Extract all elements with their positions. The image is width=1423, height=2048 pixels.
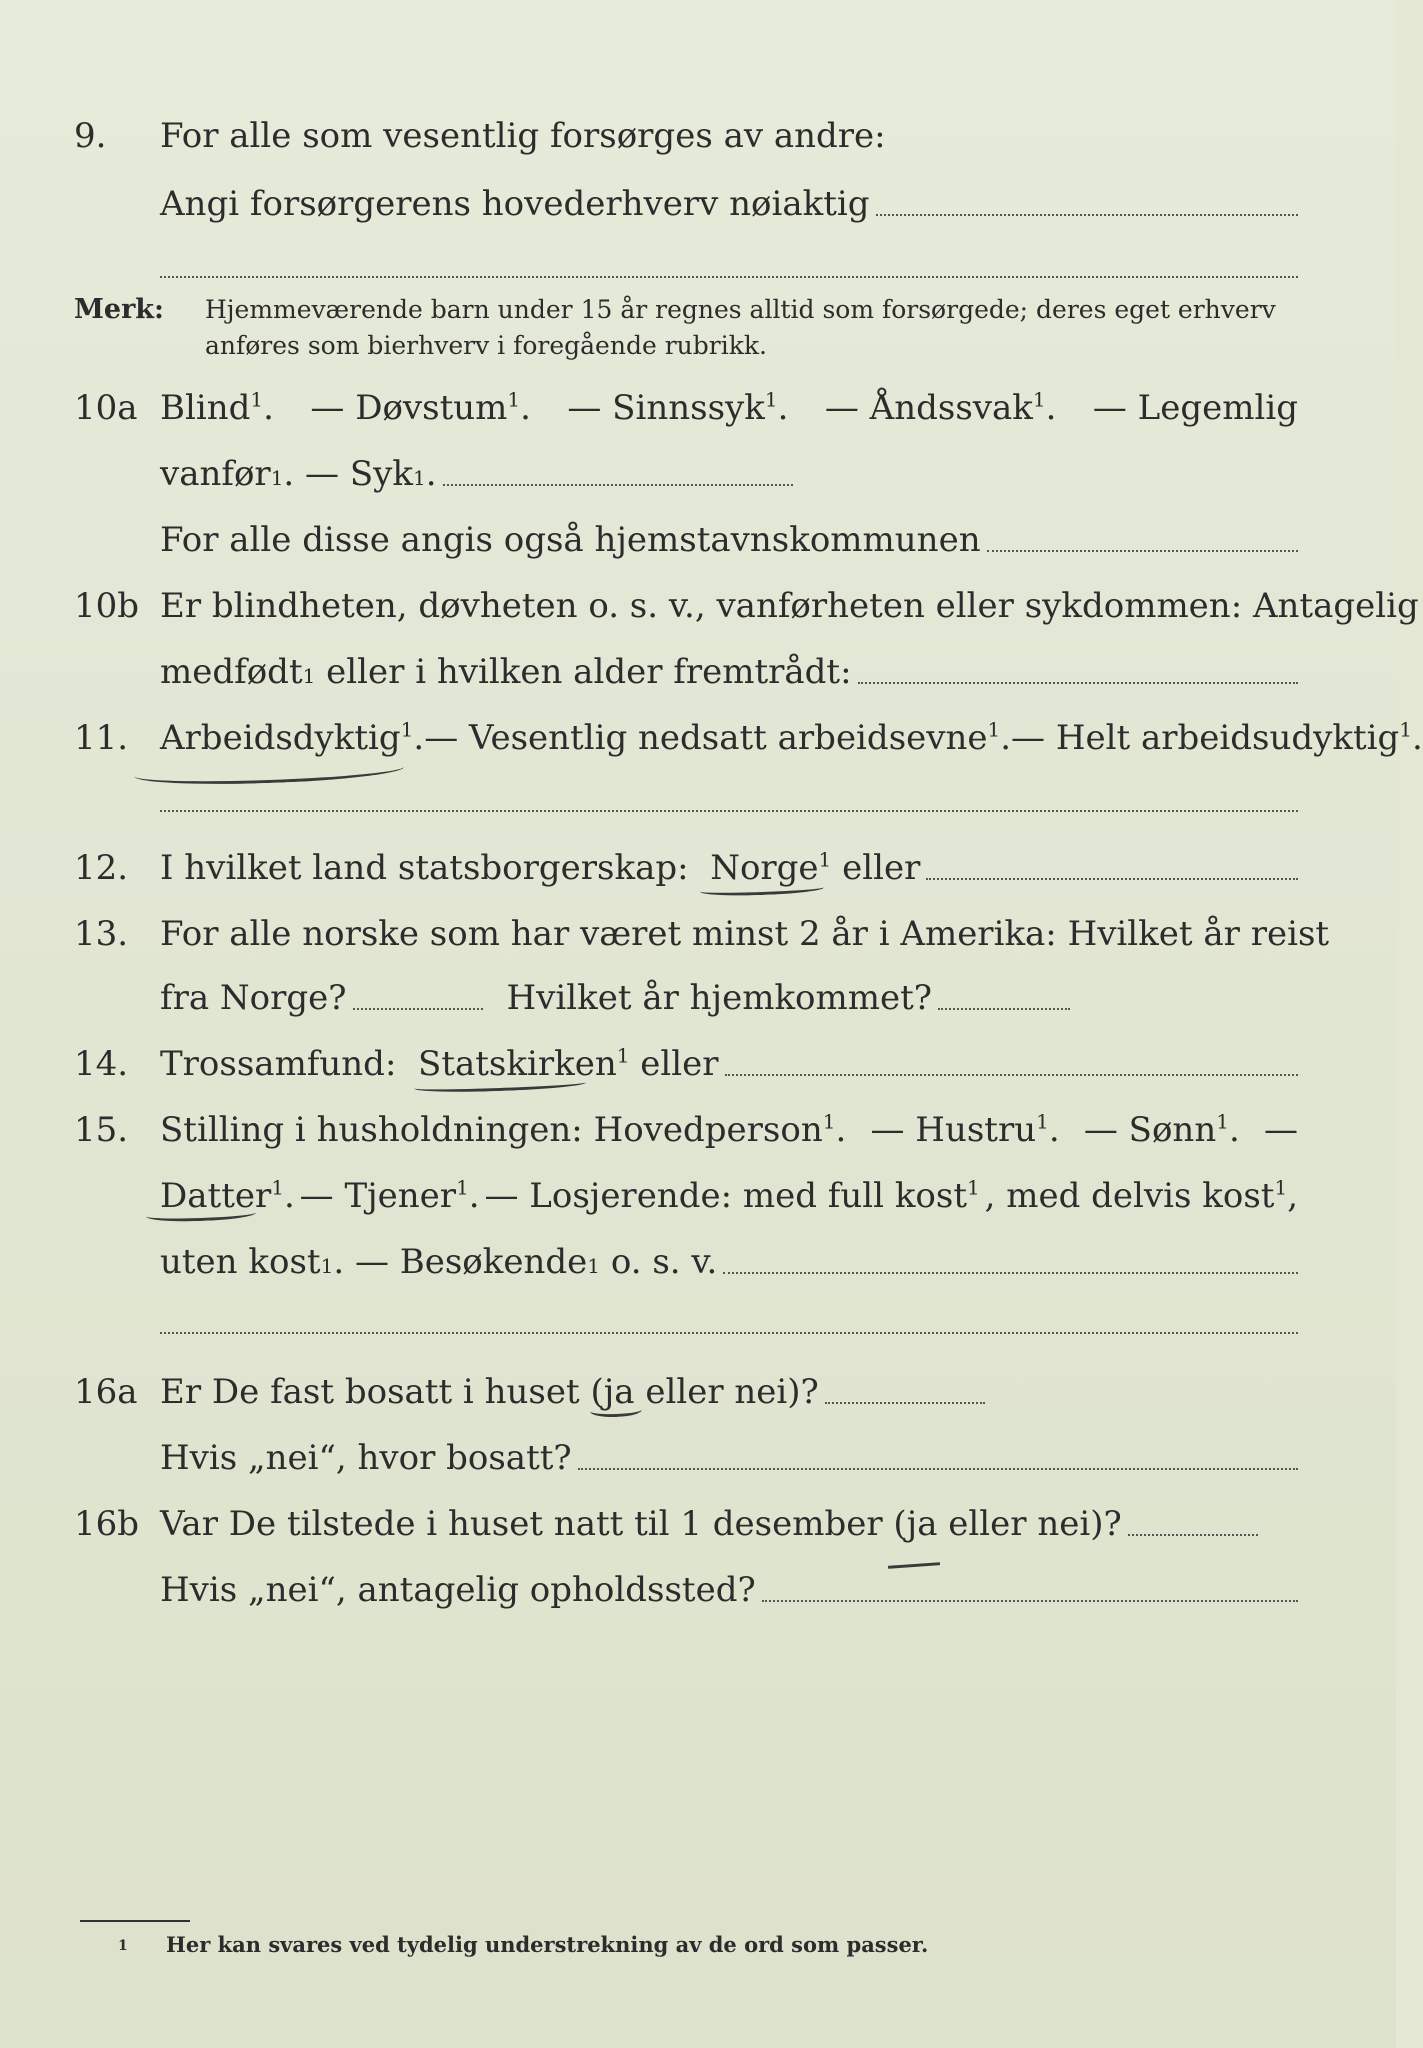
q15-tjener: — Tjener$^1$. (299, 1175, 480, 1216)
q10a-sinnssyk: — Sinnssyk$^1$. (567, 387, 789, 428)
q10b-line2: medfødt 1 eller i hvilken alder fremtrådt: (160, 650, 1298, 694)
q11-number: 11. (74, 718, 129, 758)
q16a-line1: Er De fast bosatt i huset (ja eller nei)? (160, 1370, 1298, 1414)
q10a-hjemstavn-field[interactable] (987, 550, 1298, 552)
q13-number: 13. (74, 914, 129, 954)
q14-answer-field[interactable] (725, 1074, 1298, 1076)
q10a-dovstum: — Døvstum$^1$. (310, 387, 531, 428)
q16b-number: 16b (74, 1504, 140, 1544)
q16b-answer-field[interactable] (1128, 1534, 1258, 1536)
q9-answer-field[interactable] (876, 214, 1298, 216)
q16a-answer-field[interactable] (825, 1402, 985, 1404)
q11-handwritten-underline (134, 755, 405, 787)
footnote-text: Her kan svares ved tydelig understrekning av de ord som passer. (166, 1932, 929, 1957)
q9-line1: For alle som vesentlig forsørges av andre: (160, 116, 886, 156)
q12-norge: Norge$^1$ (710, 847, 832, 888)
q10b-line1: Er blindheten, døvheten o. s. v., vanførheten eller sykdommen: Antagelig (160, 586, 1419, 626)
q9-number: 9. (74, 116, 107, 156)
q15-line3: uten kost 1 . — Besøkende 1 o. s. v. (160, 1240, 1298, 1284)
q12-answer-field[interactable] (926, 878, 1298, 880)
q12-number: 12. (74, 848, 129, 888)
q10a-syk-field[interactable] (443, 484, 793, 486)
q16b-opholdssted-field[interactable] (762, 1600, 1298, 1602)
q10a-blind: Blind$^1$. (160, 387, 274, 428)
q11-line (160, 716, 1423, 760)
q10b-answer-field[interactable] (858, 682, 1298, 684)
q16a-handwritten-mark (590, 1403, 642, 1418)
q15-sonn: — Sønn$^1$. (1083, 1109, 1240, 1150)
q9-line2: Angi forsørgerens hovederhverv nøiaktig (160, 182, 1298, 226)
q10a-andssvak: — Åndssvak$^1$. (824, 387, 1057, 428)
q15-line2 (160, 1174, 1298, 1218)
q9-extra-answer-line[interactable] (160, 276, 1298, 278)
q11-answer-line[interactable] (160, 810, 1298, 812)
q15-extra-answer-line[interactable] (160, 1332, 1298, 1334)
q14-line: Trossamfund: Statskirken$^1$ eller (160, 1042, 1298, 1086)
footnote-rule (80, 1920, 190, 1922)
q10b-number: 10b (74, 586, 140, 626)
q16a-line2: Hvis „nei“, hvor bosatt? (160, 1436, 1298, 1480)
q12-line: I hvilket land statsborgerskap: Norge$^1$ eller (160, 846, 1298, 890)
q10a-line2: vanfør 1 . — Syk 1 . (160, 452, 1298, 496)
q15-full-kost: — Losjerende: med full kost$^1$ (484, 1175, 980, 1216)
q15-line1: Stilling i husholdningen: Hovedperson$^1$. — Hustru$^1$. — Sønn$^1$. — (160, 1109, 1298, 1150)
q16b-line2: Hvis „nei“, antagelig opholdssted? (160, 1568, 1298, 1612)
q10a-line1 (160, 386, 1298, 430)
q15-hovedperson: Stilling i husholdningen: Hovedperson$^1$. (160, 1109, 847, 1150)
q15-delvis-kost: , med delvis kost$^1$, (984, 1175, 1298, 1216)
q14-number: 14. (74, 1044, 129, 1084)
q11-arbeidsdyktig: Arbeidsdyktig$^1$. (160, 717, 425, 758)
q13-line1: For alle norske som har været minst 2 år i Amerika: Hvilket år reist (160, 914, 1330, 954)
footnote-mark: 1 (118, 1938, 128, 1954)
q10a-number: 10a (74, 388, 138, 428)
q11-udyktig: — Helt arbeidsudyktig$^1$. (1011, 717, 1423, 758)
q13-hjemkommet-field[interactable] (938, 1008, 1070, 1010)
q10a-legemlig: — Legemlig (1092, 388, 1298, 428)
merk-line2: anføres som bierhverv i foregående rubrikk. (205, 331, 767, 360)
q15-datter: Datter$^1$. (160, 1175, 295, 1216)
q10a-line3: For alle disse angis også hjemstavnskommunen (160, 518, 1298, 562)
q15-hustru: — Hustru$^1$. (870, 1109, 1060, 1150)
q11-nedsatt: — Vesentlig nedsatt arbeidsevne$^1$. (424, 717, 1012, 758)
q16b-line1: Var De tilstede i huset natt til 1 desember (ja eller nei)? (160, 1502, 1298, 1546)
q13-reist-field[interactable] (353, 1008, 483, 1010)
merk-line1: Hjemmeværende barn under 15 år regnes alltid som forsørgede; deres eget erhverv (205, 295, 1276, 324)
q13-line2: fra Norge? Hvilket år hjemkommet? (160, 976, 1298, 1020)
q16a-number: 16a (74, 1372, 138, 1412)
merk-label: Merk: (74, 294, 164, 325)
q15-number: 15. (74, 1110, 129, 1150)
q14-statskirken: Statskirken$^1$ (418, 1043, 630, 1084)
q15-answer-field[interactable] (723, 1272, 1298, 1274)
q16a-bosatt-field[interactable] (578, 1468, 1298, 1470)
